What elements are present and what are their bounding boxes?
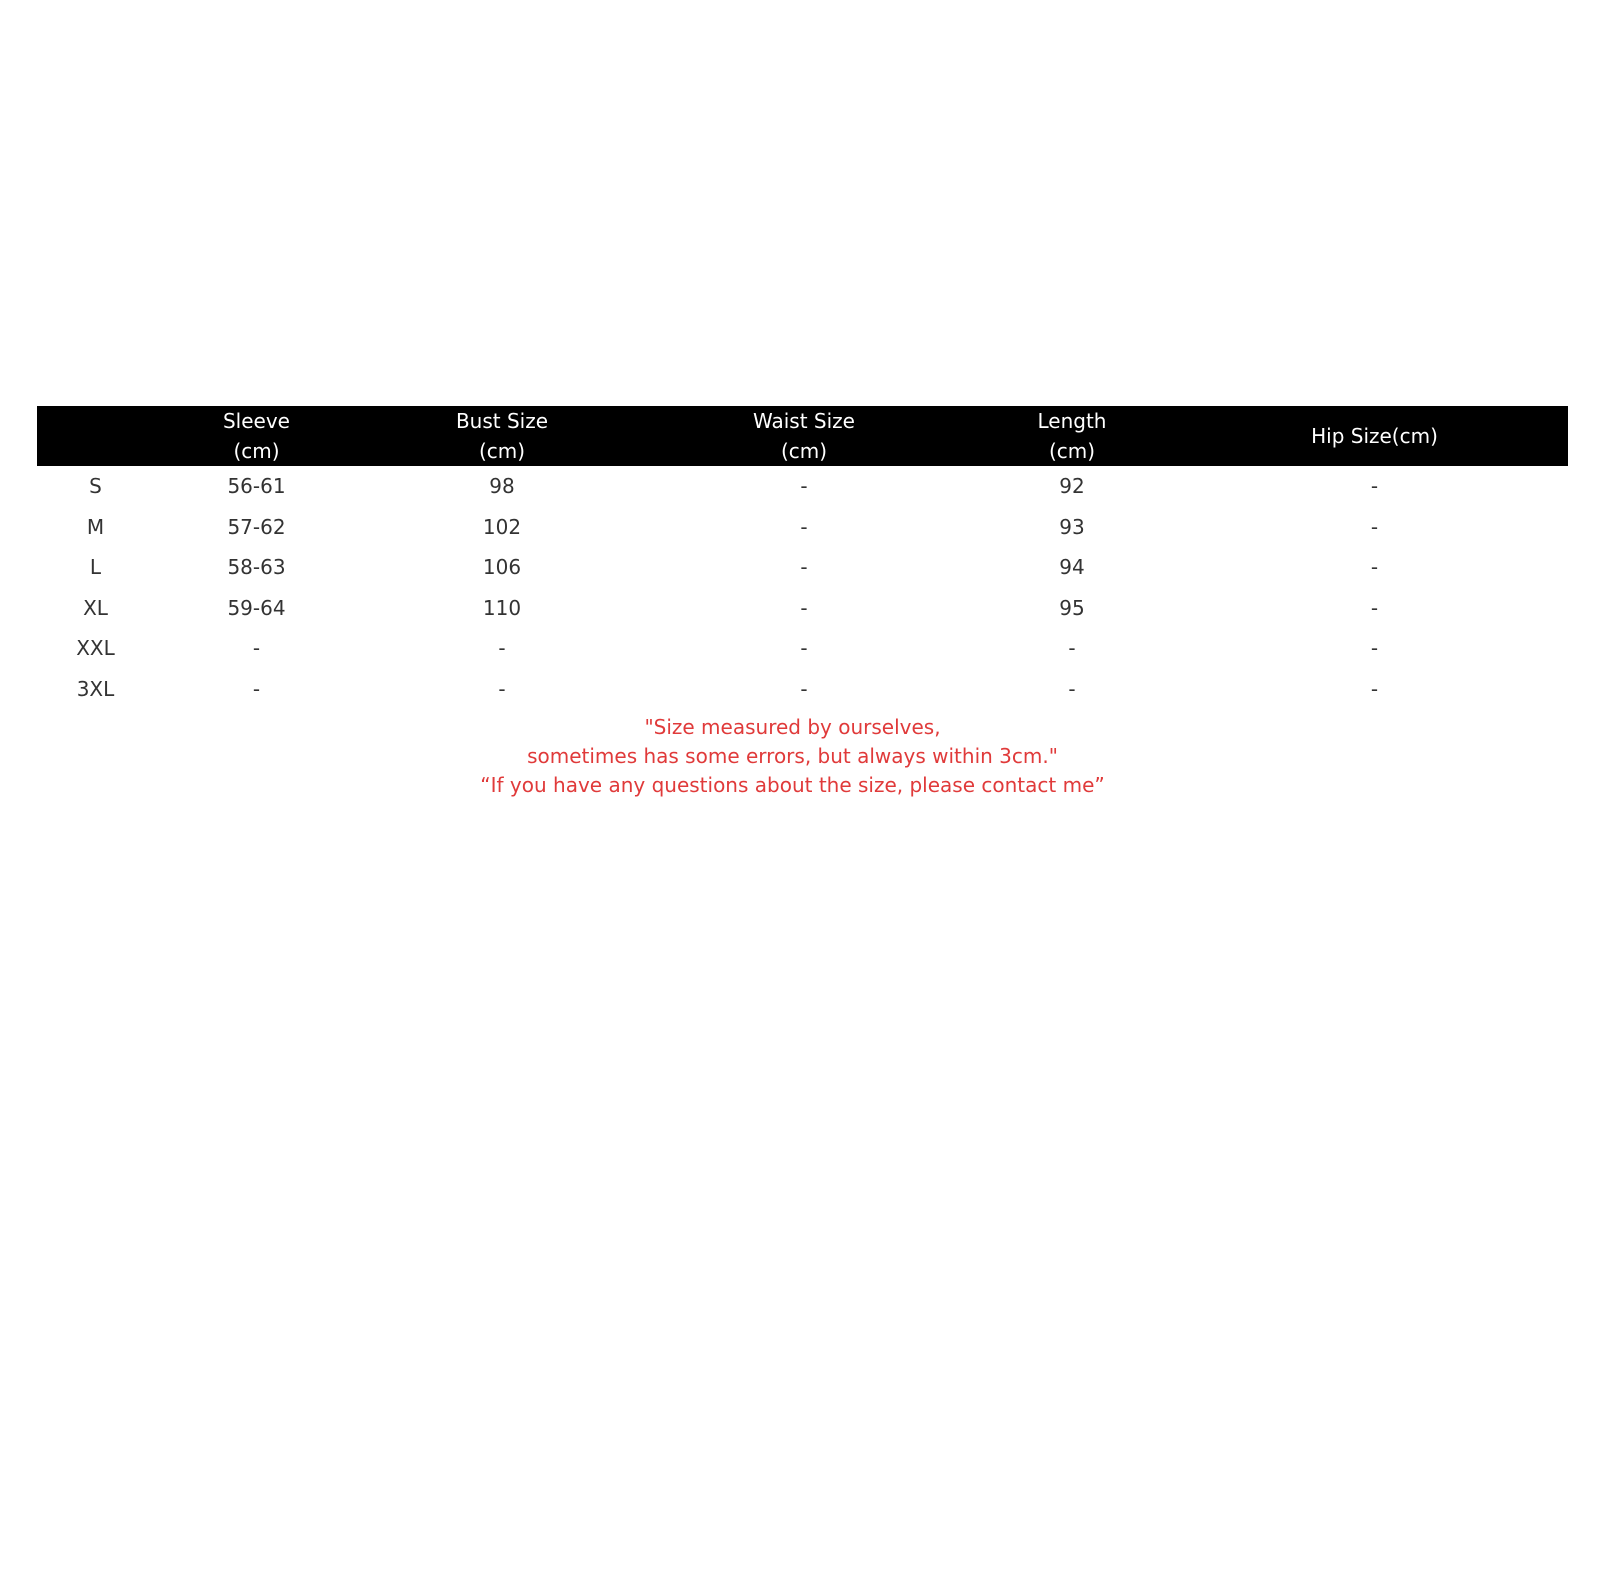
cell-sleeve: - xyxy=(252,636,261,661)
cell-hip: - xyxy=(1370,555,1379,580)
cell-hip: - xyxy=(1370,636,1379,661)
cell-size: XL xyxy=(83,595,108,620)
note-line: "Size measured by ourselves, xyxy=(644,715,941,739)
header-label: Waist Size xyxy=(753,409,855,433)
header-label: Bust Size xyxy=(455,409,549,433)
table-body xyxy=(37,466,1568,709)
cell-hip: - xyxy=(1370,676,1379,701)
size-table xyxy=(37,406,1568,709)
cell-bust: 106 xyxy=(482,555,522,580)
cell-length: 92 xyxy=(1059,474,1085,499)
table-header xyxy=(37,406,1568,466)
cell-length: 95 xyxy=(1059,595,1085,620)
cell-waist: - xyxy=(800,555,808,580)
cell-size: M xyxy=(86,514,105,539)
cell-hip: - xyxy=(1370,474,1379,499)
cell-sleeve: 56-61 xyxy=(227,474,286,499)
header-label: Length xyxy=(1037,409,1107,433)
cell-bust: 110 xyxy=(482,595,522,620)
header-unit: (cm) xyxy=(478,439,526,463)
table-row xyxy=(37,588,1568,629)
header-bust-size xyxy=(359,406,645,466)
cell-length: 93 xyxy=(1059,514,1085,539)
header-row xyxy=(37,406,1568,466)
header-unit: (cm) xyxy=(780,439,828,463)
cell-size: S xyxy=(89,474,102,499)
cell-bust: 98 xyxy=(489,474,515,499)
size-chart xyxy=(37,406,1568,800)
cell-length: - xyxy=(1068,636,1076,661)
header-label: Hip Size(cm) xyxy=(1311,424,1438,448)
size-notes xyxy=(37,713,1568,800)
cell-sleeve: 57-62 xyxy=(227,514,286,539)
cell-waist: - xyxy=(800,514,808,539)
cell-length: - xyxy=(1068,676,1076,701)
header-unit: (cm) xyxy=(233,439,280,463)
table-row xyxy=(37,547,1568,588)
header-length xyxy=(963,406,1181,466)
cell-bust: - xyxy=(498,636,506,661)
note-line: sometimes has some errors, but always within 3cm." xyxy=(527,744,1058,768)
cell-hip: - xyxy=(1370,595,1379,620)
cell-sleeve: 58-63 xyxy=(227,555,286,580)
header-sleeve xyxy=(154,406,359,466)
cell-waist: - xyxy=(800,676,808,701)
header-waist-size xyxy=(645,406,963,466)
cell-length: 94 xyxy=(1059,555,1085,580)
header-label: Sleeve xyxy=(222,409,290,433)
cell-size: 3XL xyxy=(76,676,115,701)
cell-sleeve: - xyxy=(252,676,261,701)
cell-waist: - xyxy=(800,474,808,499)
cell-bust: 102 xyxy=(482,514,522,539)
cell-waist: - xyxy=(800,595,808,620)
header-hip-size xyxy=(1181,406,1568,466)
cell-hip: - xyxy=(1370,514,1379,539)
cell-sleeve: 59-64 xyxy=(227,595,286,620)
table-row xyxy=(37,669,1568,710)
cell-size: L xyxy=(89,555,102,580)
table-row xyxy=(37,466,1568,507)
note-line: “If you have any questions about the size, please contact me” xyxy=(480,773,1105,797)
cell-size: XXL xyxy=(76,636,115,661)
header-size-column xyxy=(37,406,154,466)
header-unit: (cm) xyxy=(1048,439,1096,463)
table-row xyxy=(37,628,1568,669)
cell-bust: - xyxy=(498,676,506,701)
cell-waist: - xyxy=(800,636,808,661)
table-row xyxy=(37,507,1568,548)
